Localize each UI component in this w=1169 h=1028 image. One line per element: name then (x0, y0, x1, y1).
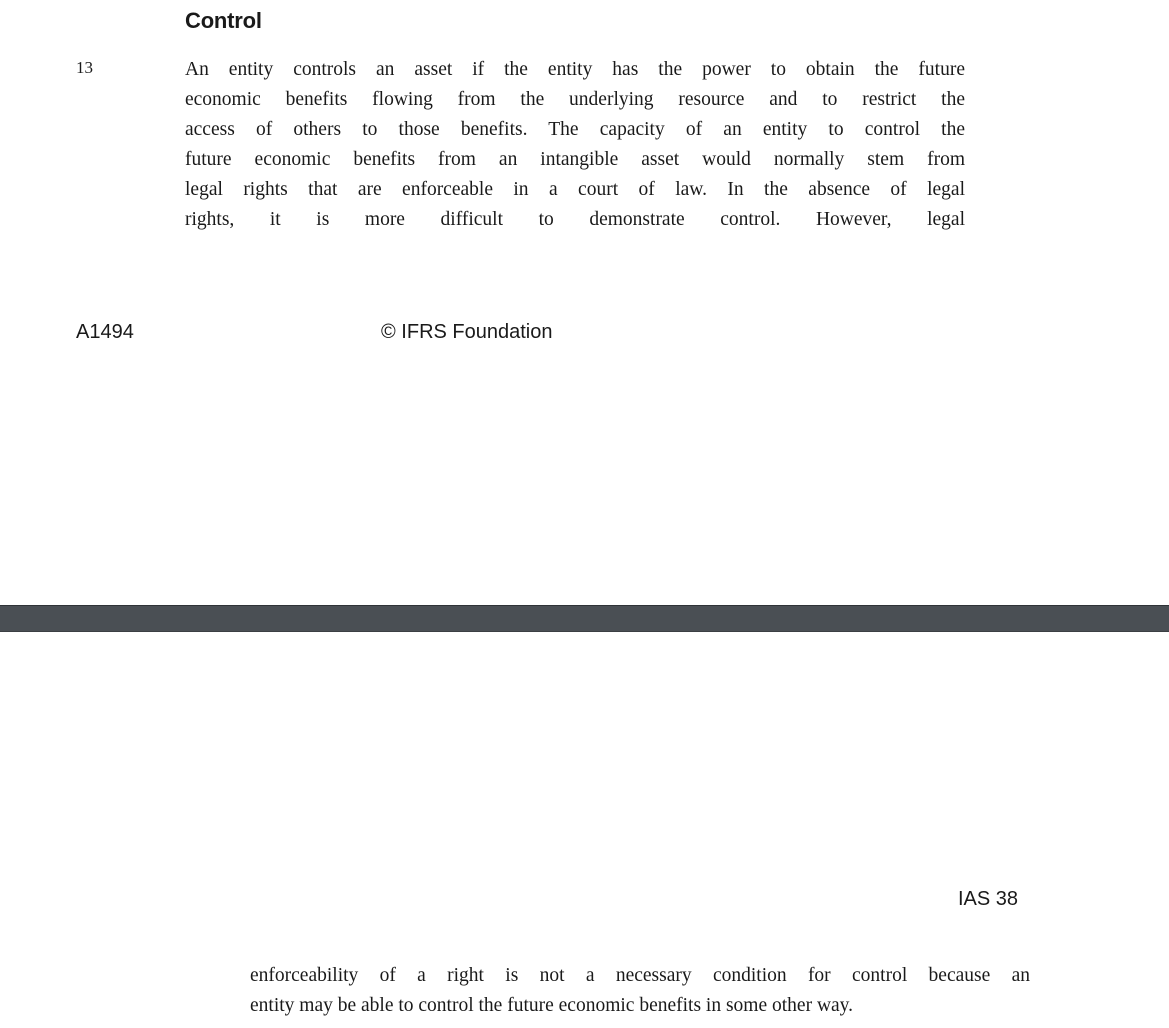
paragraph-text (185, 55, 965, 235)
page-divider (0, 605, 1169, 632)
paragraph-line: future economic benefits from an intangible asset would normally stem from (185, 149, 965, 170)
continuation-line: enforceability of a right is not a necessary condition for control because an (250, 965, 1030, 986)
paragraph-line: economic benefits flowing from the underlying resource and to restrict the (185, 89, 965, 110)
footer-copyright: © IFRS Foundation (381, 321, 553, 343)
running-header: IAS 38 (958, 888, 1019, 910)
paragraph-number: 13 (76, 58, 93, 77)
continuation-line: entity may be able to control the future economic benefits in some other way. (250, 995, 854, 1016)
paragraph-line: An entity controls an asset if the entity has the power to obtain the future (185, 59, 965, 80)
paragraph-line: access of others to those benefits. The capacity of an entity to control the (185, 119, 965, 140)
document-page-bottom (0, 632, 1169, 1028)
paragraph-line: legal rights that are enforceable in a court of law. In the absence of legal (185, 179, 965, 200)
continuation-text (250, 961, 1030, 1021)
footer-page-number: A1494 (76, 321, 134, 343)
section-heading: Control (185, 8, 262, 33)
paragraph-line: rights, it is more difficult to demonstrate control. However, legal (185, 209, 965, 230)
